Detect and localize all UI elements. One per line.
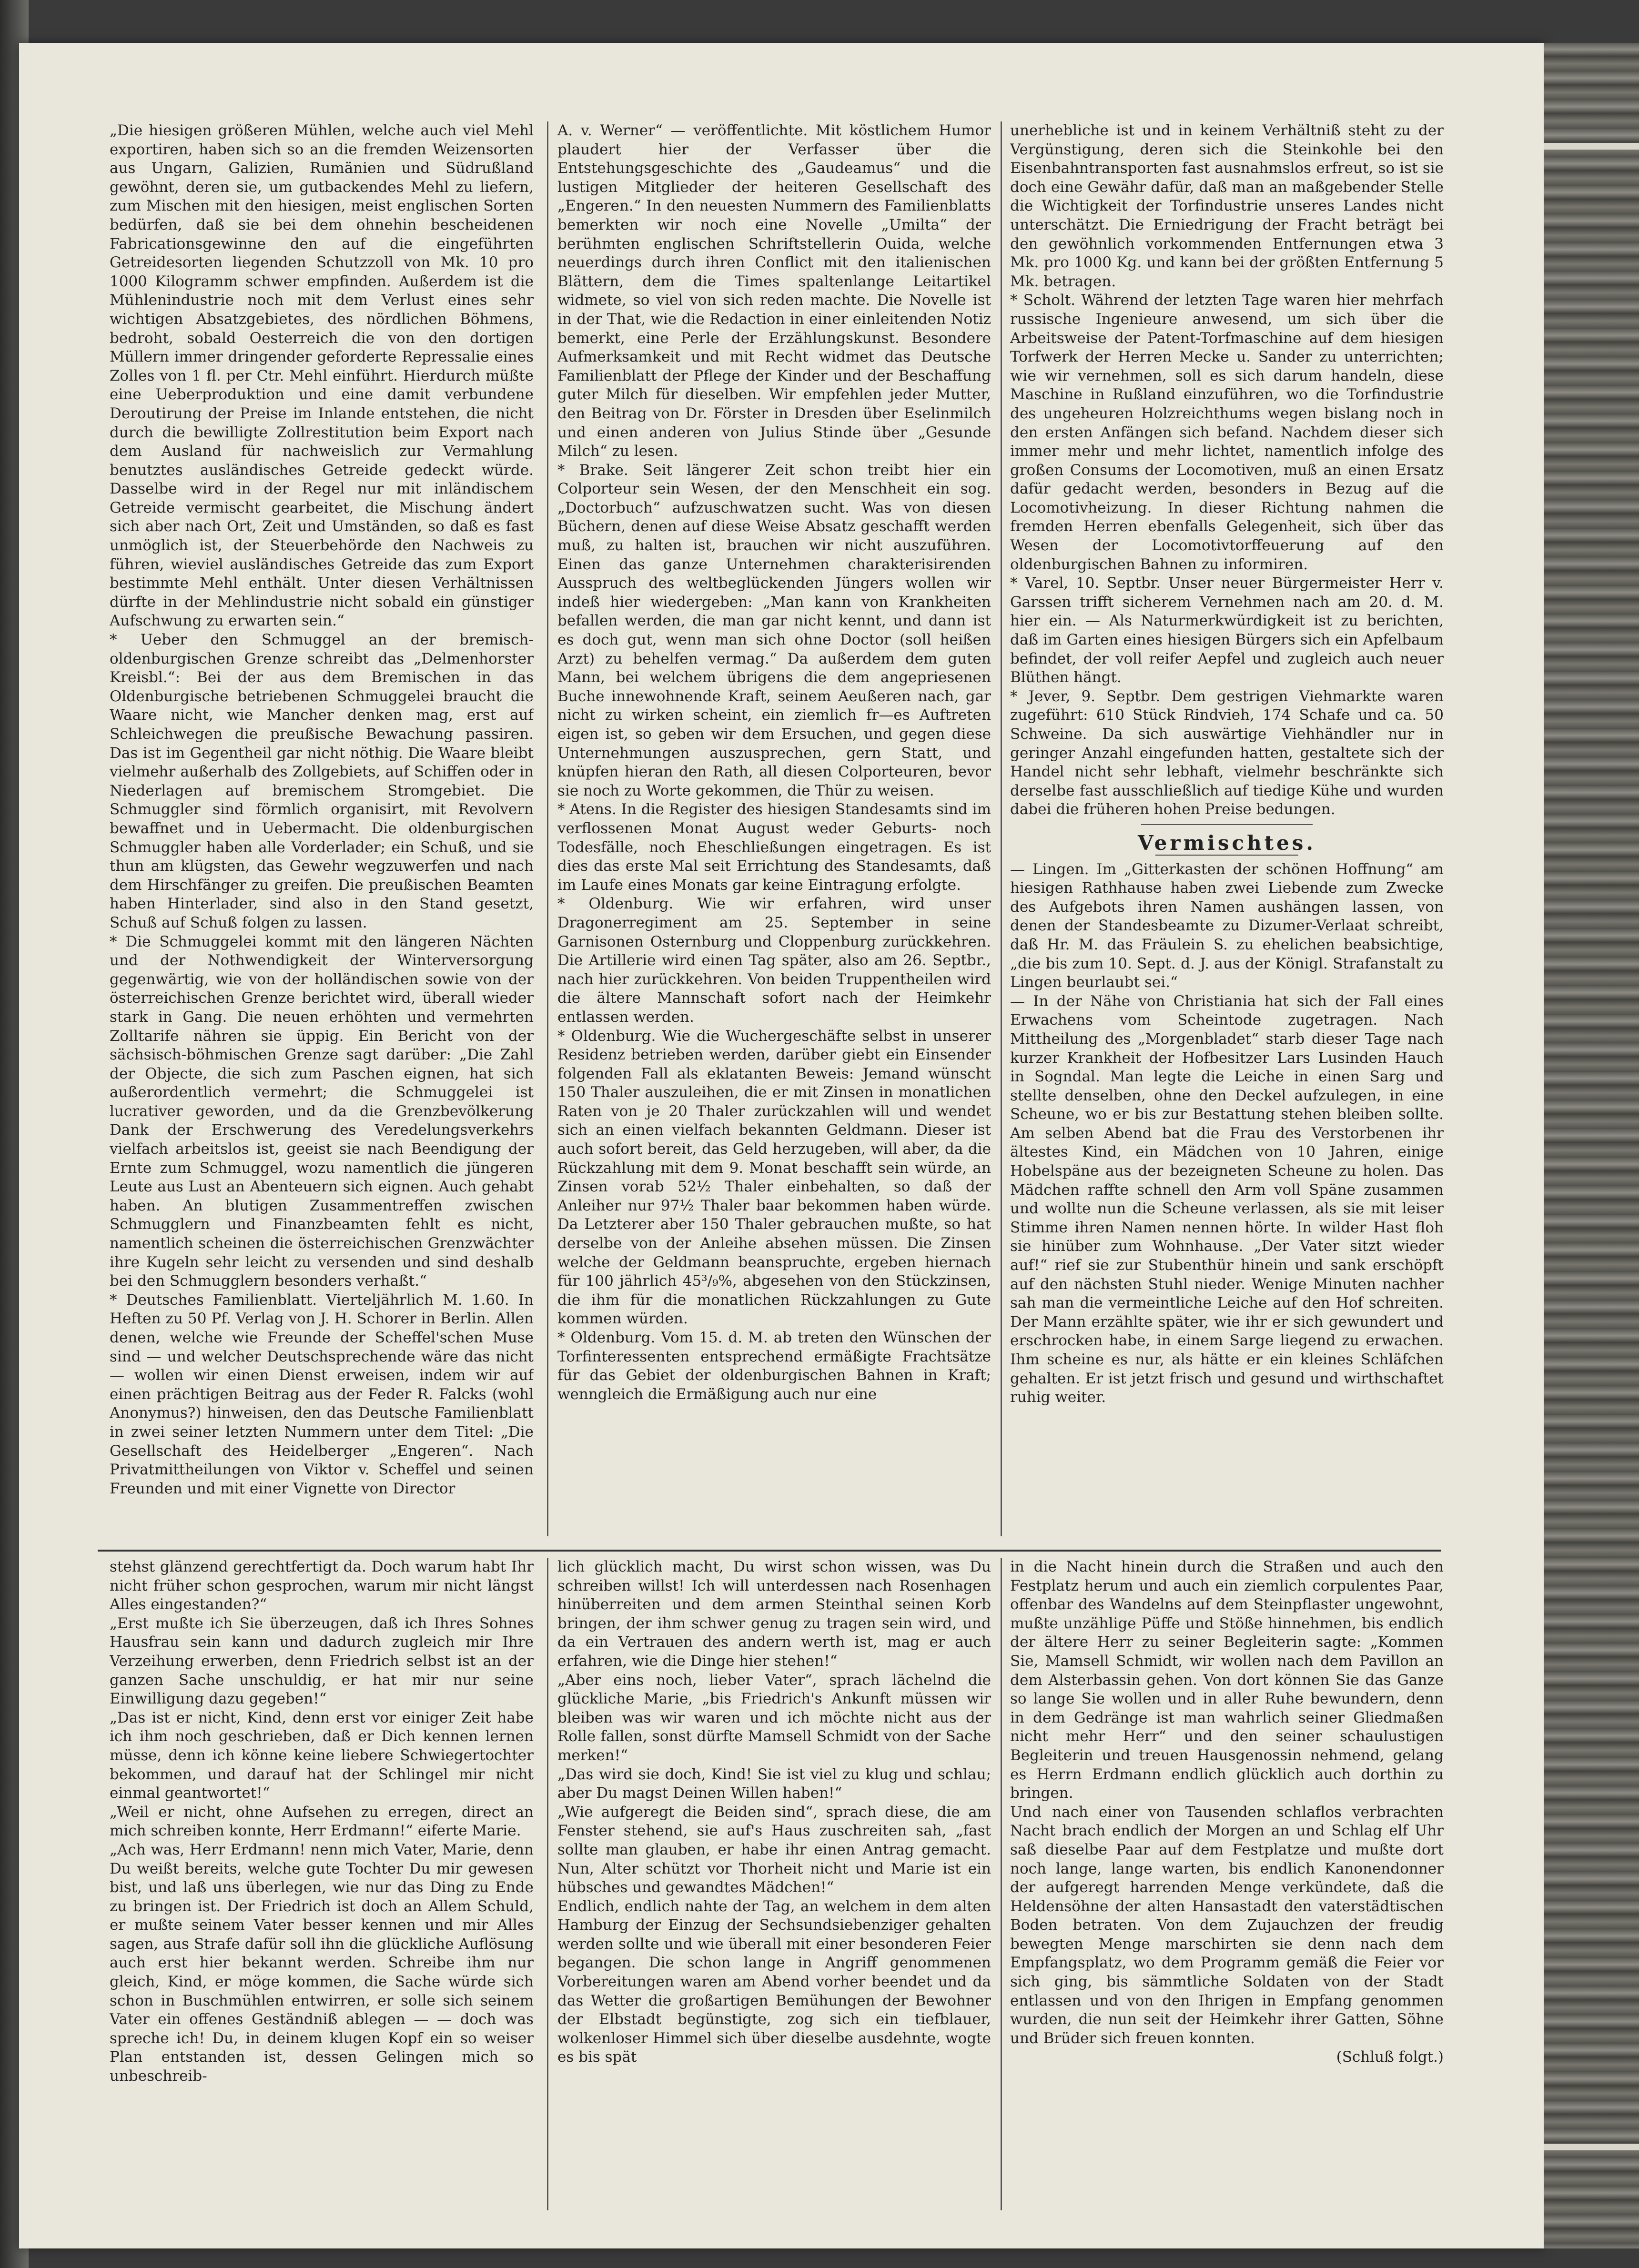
- spine-band: [1544, 2144, 1639, 2150]
- vermischtes-heading: Vermischtes.: [1137, 831, 1316, 855]
- spine-band: [1544, 143, 1639, 150]
- story-text-left: stehst glänzend gerechtfertigt da. Doch warum habt Ihr nicht früher schon gesprochen, warum mir nicht längst Alles eingestanden?“ „Erst mußte ich Sie überzeugen, daß ich Ihres Sohnes Hausfrau sein kann und dadurch zugleich mir Ihre Verzeihung erwerben, denn Friedrich selbst ist an der ganzen Sache unschuldig, er hat mir nur seine Einwilligung dazu gegeben!“ „Das ist er nicht, Kind, denn erst vor einiger Zeit habe ich ihm noch geschrieben, daß er Dich kennen lernen müsse, denn ich könne keine liebere Schwiegertochter bekommen, und darauf hat der Schlingel mir nicht einmal geantwortet!“ „Weil er nicht, ohne Aufsehen zu erregen, direct an mich schreiben konnte, Herr Erdmann!“ eiferte Marie. „Ach was, Herr Erdmann! nenn mich Vater, Marie, denn Du weißt bereits, welche gute Tochter Du mir gewesen bist, und laß uns überlegen, wie nur das Ding zu Ende zu bringen ist. Der Friedrich ist doch an Allem Schuld, er mußte seinem Vater besser kennen und mir Alles sagen, aus Strafe dafür soll ihn die glückliche Auflösung auch erst hier bekannt werden. Schreibe ihm nur gleich, Kind, er möge kommen, die Sache würde sich schon in Buschmühlen entwirren, er solle sich seinem Vater ein offenes Geständniß ablegen — — doch was spreche ich! Du, in deinem klugen Kopf ein so weiser Plan entstanden ist, dessen Gelingen mich so unbeschreib-: [110, 1558, 534, 2085]
- to-be-continued: (Schluß folgt.): [1336, 2048, 1444, 2066]
- story-column-left: [110, 1558, 534, 2210]
- news-column-left: [110, 121, 534, 1536]
- marbled-book-spine: [1544, 43, 1639, 2248]
- story-column-middle: [557, 1558, 991, 2210]
- news-column-middle: [557, 121, 991, 1536]
- column-divider: [1001, 121, 1002, 1536]
- news-text-left: „Die hiesigen größeren Mühlen, welche auch viel Mehl exportiren, haben sich so an die fremden Weizensorten aus Ungarn, Galizien, Rumänien und Südrußland gewöhnt, deren sie, um gutbackendes Mehl zu liefern, zum Mischen mit den hiesigen, meist englischen Sorten bedürfen, daß sie bei dem ohnehin bescheidenen Fabricationsgewinne den auf die eingeführten Getreidesorten liegenden Schutzzoll von Mk. 10 pro 1000 Kilogramm schwer empfinden. Außerdem ist die Mühlenindustrie noch mit dem Verlust eines sehr wichtigen Absatzgebietes, des nördlichen Böhmens, bedroht, sobald Oesterreich die von den dortigen Müllern immer dringender geforderte Repressalie eines Zolles von 1 fl. per Ctr. Mehl einführt. Hierdurch müßte eine Ueberproduktion und eine damit verbundene Deroutirung der Preise im Inlande entstehen, die nicht durch die bewilligte Zollrestitution beim Export nach dem Ausland für nachweislich zur Vermahlung benutztes ausländisches Getreide gedeckt würde. Dasselbe wird in der Regel nur mit inländischem Getreide vermischt gearbeitet, die Mischung ändert sich aber nach Ort, Zeit und Umständen, so daß es fast unmöglich ist, der Steuerbehörde den Nachweis zu führen, wieviel ausländisches Getreide das zum Export bestimmte Mehl enthält. Unter diesen Verhältnissen dürfte in der Mehlindustrie nicht sobald ein günstiger Aufschwung zu erwarten sein.“ * Ueber den Schmuggel an der bremisch-oldenburgischen Grenze schreibt das „Delmenhorster Kreisbl.“: Bei der aus dem Bremischen in das Oldenburgische betriebenen Schmuggelei braucht die Waare nicht, wie Mancher denken mag, erst auf Schleichwegen die preußische Bewachung passiren. Das ist im Gegentheil gar nicht nöthig. Die Waare bleibt vielmehr außerhalb des Zollgebiets, auf Schiffen oder in Niederlagen auf bremischem Stromgebiet. Die Schmuggler sind förmlich organisirt, mit Revolvern bewaffnet und in Uebermacht. Die oldenburgischen Schmuggler haben alle Vorderlader; ein Schuß, und sie thun am klügsten, das Gewehr wegzuwerfen und nach dem Hirschfänger zu greifen. Die preußischen Beamten haben Hinterlader, sind also in den Stand gesetzt, Schuß auf Schuß folgen zu lassen. * Die Schmuggelei kommt mit den längeren Nächten und der Nothwendigkeit der Winterversorgung gegenwärtig, wie von der holländischen sowie von der österreichischen Grenze berichtet wird, überall wieder stark in Gang. Die neuen erhöhten und vermehrten Zolltarife nähren sie üppig. Ein Bericht von der sächsisch-böhmischen Grenze sagt darüber: „Die Zahl der Objecte, die sich zum Paschen eignen, hat sich außerordentlich vermehrt; die Schmuggelei ist lucrativer geworden, und da die Grenzbevölkerung Dank der Erschwerung des Veredelungsverkehrs vielfach arbeitslos ist, geeist sie nach Beendigung der Ernte zum Schmuggel, wozu namentlich die jüngeren Leute aus Lust an Abenteuern sich eignen. Auch gehabt haben. An blutigen Zusammentreffen zwischen Schmugglern und Finanzbeamten fehlt es nicht, namentlich scheinen die österreichischen Grenzwächter ihre Kugeln sehr leicht zu versenden und sind deshalb bei den Schmugglern besonders verhaßt.“ * Deutsches Familienblatt. Vierteljährlich M. 1.60. In Heften zu 50 Pf. Verlag von J. H. Schorer in Berlin. Allen denen, welche wie Freunde der Scheffel'schen Muse sind — und welcher Deutschsprechende wäre das nicht — wollen wir einen Dienst erweisen, indem wir auf einen prächtigen Beitrag aus der Feder R. Falcks (wohl Anonymus?) hinweisen, den das Deutsche Familienblatt in zwei seiner letzten Nummern unter dem Titel: „Die Gesellschaft des Heidelberger „Engeren“. Nach Privatmittheilungen von Viktor v. Scheffel und seinen Freunden und mit einer Vignette von Director: [110, 122, 534, 1497]
- story-column-right: [1010, 1558, 1444, 2210]
- vermischtes-text: — Lingen. Im „Gitterkasten der schönen Hoffnung“ am hiesigen Rathhause haben zwei Liebende zum Zwecke des Aufgebots ihren Namen aushängen lassen, von denen der Standesbeamte zu Dizumer-Verlaat schreibt, daß Hr. M. das Fräulein S. zu ehelichen beabsichtige, „die bis zum 10. Sept. d. J. aus der Königl. Strafanstalt zu Lingen beurlaubt sei.“ — In der Nähe von Christiania hat sich der Fall eines Erwachens vom Scheintode zugetragen. Nach Mittheilung des „Morgenbladet“ starb dieser Tage nach kurzer Krankheit der Hofbesitzer Lars Lusinden Hauch in Sogndal. Man legte die Leiche in einen Sarg und stellte denselben, ohne den Deckel aufzulegen, in eine Scheune, wo er bis zur Bestattung stehen bleiben sollte. Am selben Abend bat die Frau des Verstorbenen ihr ältestes Kind, ein Mädchen von 10 Jahren, einige Hobelspäne aus der bezeigneten Scheune zu holen. Das Mädchen raffte schnell den Arm voll Späne zusammen und wollte nun die Scheune verlassen, als sie mit leiser Stimme ihren Namen nennen hörte. In wilder Hast floh sie hinüber zum Wohnhause. „Der Vater sitzt wieder auf!“ rief sie zur Stubenthür hinein und sank erschöpft auf den nächsten Stuhl nieder. Wenige Minuten nachher sah man die vermeintliche Leiche auf den Hof schreiten. Der Mann erzählte später, wie ihr er sich gewundert und erschrocken habe, in einem Sarge liegend zu erwachen. Ihm scheine es nur, als hätte er ein kleines Schläfchen gehalten. Er ist jetzt frisch und gesund und wirthschaftet ruhig weiter.: [1010, 860, 1444, 1406]
- news-text-middle: A. v. Werner“ — veröffentlichte. Mit köstlichem Humor plaudert hier der Verfasser über die Entstehungsgeschichte des „Gaudeamus“ und die lustigen Mitglieder der heiteren Gesellschaft des „Engeren.“ In den neuesten Nummern des Familienblatts bemerkten wir noch eine Novelle „Umilta“ der berühmten englischen Schriftstellerin Ouida, welche neuerdings durch ihren Conflict mit den italienischen Blättern, dem die Times spaltenlange Leitartikel widmete, so viel von sich reden machte. Die Novelle ist in der That, wie die Redaction in einer einleitenden Notiz bemerkt, eine Perle der Erzählungskunst. Besondere Aufmerksamkeit und mit Recht widmet das Deutsche Familienblatt der Pflege der Kinder und der Beschaffung guter Milch für dieselben. Wir empfehlen jeder Mutter, den Beitrag von Dr. Förster in Dresden über Eselinmilch und einen anderen von Julius Stinde über „Gesunde Milch“ zu lesen. * Brake. Seit längerer Zeit schon treibt hier ein Colporteur sein Wesen, der den Menschheit ein sog. „Doctorbuch“ aufzuschwatzen sucht. Was von diesen Büchern, denen auf diese Weise Absatz geschafft werden muß, zu halten ist, brauchen wir nicht auszuführen. Einen das ganze Unternehmen charakterisirenden Ausspruch des weltbeglückenden Jüngers wollen wir indeß hier wiedergeben: „Man kann von Krankheiten befallen werden, die man gar nicht kennt, und dann ist es doch gut, wenn man sich ohne Doctor (soll heißen Arzt) zu behelfen vermag.“ Da außerdem dem guten Mann, bei welchem übrigens die dem angepriesenen Buche innewohnende Kraft, seinem Aeußeren nach, gar nicht zu wirken scheint, ein ziemlich fr—es Auftreten eigen ist, so geben wir dem Ersuchen, und gegen diese Unternehmungen auszusprechen, gern Statt, und knüpfen hieran den Rath, all diesen Colporteuren, bevor sie noch zu Worte gekommen, die Thür zu weisen. * Atens. In die Register des hiesigen Standesamts sind im verflossenen Monat August weder Geburts- noch Todesfälle, noch Eheschließungen eingetragen. Es ist dies das erste Mal seit Errichtung des Standesamts, daß im Laufe eines Monats gar keine Eintragung erfolgte. * Oldenburg. Wie wir erfahren, wird unser Dragonerregiment am 25. September in seine Garnisonen Osternburg und Cloppenburg zurückkehren. Die Artillerie wird einen Tag später, also am 26. Septbr., nach hier zurückkehren. Von beiden Truppentheilen wird die ältere Mannschaft sofort nach der Heimkehr entlassen werden. * Oldenburg. Wie die Wuchergeschäfte selbst in unserer Residenz betrieben werden, darüber giebt ein Einsender folgenden Fall als eklatanten Beweis: Jemand wünscht 150 Thaler auszuleihen, die er mit Zinsen in monatlichen Raten von je 20 Thaler zurückzahlen will und wendet sich an einen vielfach bekannten Geldmann. Dieser ist auch sofort bereit, das Geld herzugeben, will aber, da die Rückzahlung mit dem 9. Monat beschafft sein würde, an Zinsen vorab 52½ Thaler einbehalten, so daß der Anleiher nur 97½ Thaler baar bekommen haben würde. Da Letzterer aber 150 Thaler gebrauchen mußte, so hat derselbe von der Anleihe absehen müssen. Die Zinsen welche der Geldmann beanspruchte, ergeben hiernach für 100 jährlich 45³/₉%, abgesehen von den Stückzinsen, die ihm für die monatlichen Rückzahlungen zu Gute kommen würden. * Oldenburg. Vom 15. d. M. ab treten den Wünschen der Torfinteressenten entsprechend ermäßigte Frachtsätze für das Gebiet der oldenburgischen Bahnen in Kraft; wenngleich die Ermäßigung auch nur eine: [557, 122, 991, 1403]
- news-text-right: unerhebliche ist und in keinem Verhältniß steht zu der Vergünstigung, deren sich die Steinkohle bei den Eisenbahntransporten fast ausnahmslos erfreut, so ist sie doch eine Gewähr dafür, daß man an maßgebender Stelle die Wichtigkeit der Torfindustrie unseres Landes nicht unterschätzt. Die Erniedrigung der Fracht beträgt bei den gewöhnlich vorkommenden Entfernungen etwa 3 Mk. pro 1000 Kg. und kann bei der größten Entfernung 5 Mk. betragen. * Scholt. Während der letzten Tage waren hier mehrfach russische Ingenieure anwesend, um sich über die Arbeitsweise der Patent-Torfmaschine auf dem hiesigen Torfwerk der Herren Mecke u. Sander zu unterrichten; wie wir vernehmen, soll es sich darum handeln, diese Maschine in Rußland einzuführen, wo die Torfindustrie des ungeheuren Holzreichthums wegen bislang noch in den ersten Anfängen sich befand. Nachdem dieser sich immer mehr und mehr lichtet, namentlich infolge des großen Consums der Locomotiven, muß an einen Ersatz dafür gedacht werden, besonders in Bezug auf die Locomotivheizung. In dieser Richtung nahmen die fremden Herren ebenfalls Gelegenheit, sich über das Wesen der Locomotivtorffeuerung auf den oldenburgischen Bahnen zu informiren. * Varel, 10. Septbr. Unser neuer Bürgermeister Herr v. Garssen trifft sicherem Vernehmen nach am 20. d. M. hier ein. — Als Naturmerkwürdigkeit ist zu berichten, daß im Garten eines hiesigen Bürgers sich ein Apfelbaum befindet, der voll reifer Aepfel und zugleich auch neuer Blüthen hängt. * Jever, 9. Septbr. Dem gestrigen Viehmarkte waren zugeführt: 610 Stück Rindvieh, 174 Schafe und ca. 50 Schweine. Da sich auswärtige Viehhändler nur in geringer Anzahl eingefunden hatten, gestaltete sich der Handel nicht sehr lebhaft, vielmehr beschränkte sich derselbe fast ausschließlich auf tiedige Kühe und wurden dabei die früheren hohen Preise bedungen.: [1010, 122, 1444, 818]
- column-divider: [547, 121, 548, 1536]
- column-divider: [1001, 1558, 1002, 2210]
- news-column-right: [1010, 121, 1444, 1536]
- feuilleton-rule: [98, 1550, 1441, 1552]
- story-text-right: in die Nacht hinein durch die Straßen und auch den Festplatz herum und auch ein ziemlich corpulentes Paar, offenbar des Wandelns auf dem Steinpflaster ungewohnt, mußte unzählige Püffe und Stöße hinnehmen, bis endlich der ältere Herr zu seiner Begleiterin sagte: „Kommen Sie, Mamsell Schmidt, wir wollen nach dem Pavillon an dem Alsterbassin gehen. Von dort können Sie das Ganze so lange Sie wollen und in aller Ruhe bewundern, denn in dem Gedränge ist man wahrlich seiner Gliedmaßen nicht mehr Herr“ und den seiner schaulustigen Begleiterin und treuen Hausgenossin nehmend, gelang es Herrn Erdmann endlich glücklich auch dorthin zu bringen. Und nach einer von Tausenden schlaflos verbrachten Nacht brach endlich der Morgen an und Schlag elf Uhr saß dieselbe Paar auf dem Festplatze und mußte dort noch lange, lange warten, bis endlich Kanonendonner der aufgeregt harrenden Menge verkündete, daß die Heldensöhne der alten Hansastadt den vaterstädtischen Boden betraten. Von dem Zujauchzen der freudig bewegten Menge marschirten sie denn nach dem Empfangsplatz, wo dem Programm gemäß die Feier vor sich ging, bis sämmtliche Soldaten von der Stadt entlassen und von den Ihrigen in Empfang genommen wurden, die nun seit der Heimkehr ihrer Gatten, Söhne und Brüder sich freuen konnten.: [1010, 1558, 1444, 2047]
- story-text-middle: lich glücklich macht, Du wirst schon wissen, was Du schreiben willst! Ich will unterdessen nach Rosenhagen hinüberreiten und dem armen Steinthal seinen Korb bringen, der ihm schwer genug zu tragen sein wird, und da ein Vertrauen des andern werth ist, mag er auch erfahren, wie die Dinge hier stehen!“ „Aber eins noch, lieber Vater“, sprach lächelnd die glückliche Marie, „bis Friedrich's Ankunft müssen wir bleiben was wir waren und ich möchte nicht aus der Rolle fallen, sonst dürfte Mamsell Schmidt von der Sache merken!“ „Das wird sie doch, Kind! Sie ist viel zu klug und schlau; aber Du magst Deinen Willen haben!“ „Wie aufgeregt die Beiden sind“, sprach diese, die am Fenster stehend, sie auf's Haus zuschreiten sah, „fast sollte man glauben, er habe ihr einen Antrag gemacht. Nun, Alter schützt vor Thorheit nicht und Marie ist ein hübsches und gewandtes Mädchen!“ Endlich, endlich nahte der Tag, an welchem in dem alten Hamburg der Einzug der Sechsundsiebenziger gehalten werden sollte und wie überall mit einer besonderen Feier begangen. Die schon lange in Angriff genommenen Vorbereitungen waren am Abend vorher beendet und da das Wetter die großartigen Bemühungen der Bewohner der Elbstadt begünstigte, zog sich ein tiefblauer, wolkenloser Himmel sich über dieselbe ausdehnte, wogte es bis spät: [557, 1558, 991, 2066]
- column-divider: [547, 1558, 548, 2210]
- section-separator: [1141, 824, 1313, 825]
